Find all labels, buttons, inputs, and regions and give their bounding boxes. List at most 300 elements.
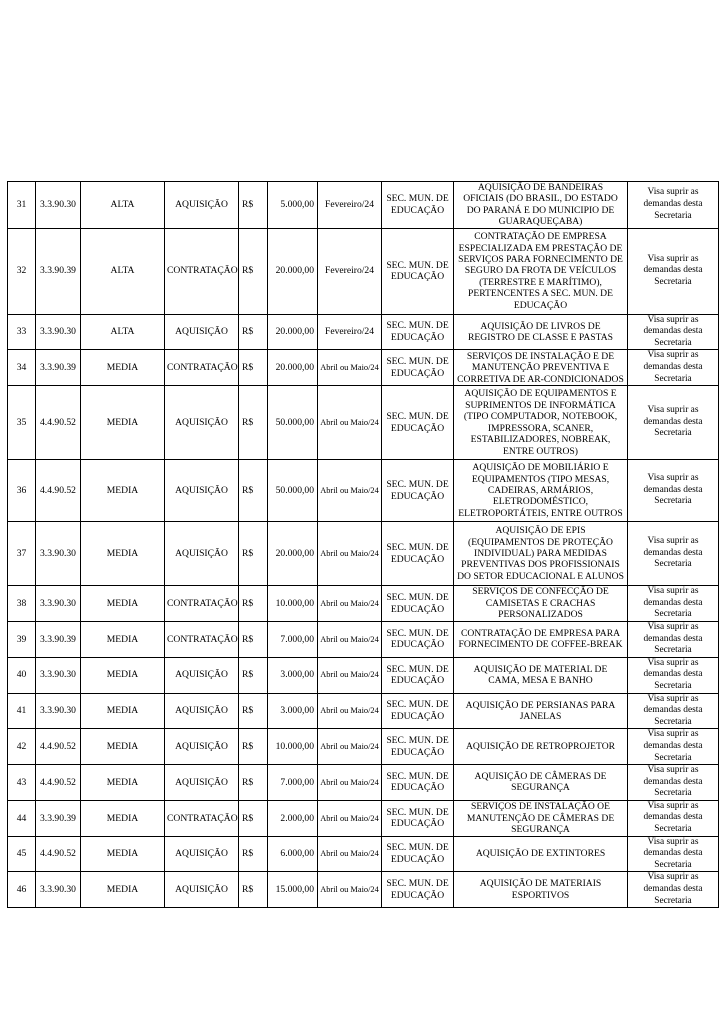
secretaria-text: SEC. MUN. DE EDUCAÇÃO bbox=[386, 663, 449, 687]
prioridade-text: MEDIA bbox=[106, 776, 139, 788]
elemento-text: 3.3.90.30 bbox=[40, 547, 76, 559]
type-cell bbox=[165, 586, 239, 622]
justificativa-text: Visa suprir as demandas desta Secretaria bbox=[643, 621, 703, 656]
description-cell bbox=[454, 228, 628, 314]
descricao-text: SERVIÇOS DE INSTALAÇÃO OE MANUTENÇÃO DE CÂMERAS DE SEGURANÇA bbox=[466, 801, 615, 835]
tipo-text: AQUISIÇÃO bbox=[175, 199, 228, 211]
department-cell bbox=[382, 693, 454, 729]
description-cell bbox=[454, 800, 628, 836]
currency-cell bbox=[239, 657, 268, 693]
elemento-text: 4.4.90.52 bbox=[40, 776, 76, 788]
prioridade-text: MEDIA bbox=[106, 812, 139, 824]
justification-cell bbox=[628, 657, 719, 693]
item-text: 42 bbox=[16, 741, 27, 752]
justification-cell bbox=[628, 460, 719, 522]
justificativa-text: Visa suprir as demandas desta Secretaria bbox=[643, 253, 703, 287]
deadline-cell bbox=[318, 386, 382, 460]
justification-cell bbox=[628, 800, 719, 836]
item-number-cell bbox=[8, 182, 36, 229]
table-row bbox=[8, 836, 719, 872]
item-number-cell bbox=[8, 729, 36, 765]
tipo-text: CONTRATAÇÃO bbox=[167, 597, 238, 609]
descricao-text: AQUISIÇÃO DE MATERIAIS ESPORTIVOS bbox=[479, 878, 602, 901]
justification-cell bbox=[628, 228, 719, 314]
description-cell bbox=[454, 657, 628, 693]
valor-text: 5.000,00 bbox=[280, 199, 314, 211]
secretaria-text: SEC. MUN. DE EDUCAÇÃO bbox=[386, 479, 449, 502]
elemento-text: 3.3.90.30 bbox=[40, 884, 76, 896]
description-cell bbox=[454, 729, 628, 765]
justificativa-text: Visa suprir as demandas desta Secretaria bbox=[643, 314, 703, 348]
tipo-text: AQUISIÇÃO bbox=[175, 669, 228, 681]
type-cell bbox=[165, 182, 239, 229]
table-row bbox=[8, 350, 719, 386]
table-row bbox=[8, 386, 719, 460]
justification-cell bbox=[628, 386, 719, 460]
descricao-text: AQUISIÇÃO DE EPIS (EQUIPAMENTOS DE PROTEÇÃO INDIVIDUAL) PARA MEDIDAS PREVENTIVAS DOS PROFISSIONAIS DO SETOR EDUCACIONAL E ALUNOS bbox=[457, 525, 624, 582]
element-code-cell bbox=[36, 182, 81, 229]
department-cell bbox=[382, 872, 454, 908]
value-cell bbox=[268, 182, 318, 229]
priority-cell bbox=[81, 350, 165, 386]
procurement-table bbox=[7, 181, 719, 908]
secretaria-text: SEC. MUN. DE EDUCAÇÃO bbox=[386, 259, 449, 283]
type-cell bbox=[165, 657, 239, 693]
prioridade-text: MEDIA bbox=[106, 362, 139, 374]
item-number-cell bbox=[8, 765, 36, 801]
secretaria-text: SEC. MUN. DE EDUCAÇÃO bbox=[386, 806, 449, 830]
secretaria-text: SEC. MUN. DE EDUCAÇÃO bbox=[386, 770, 449, 794]
valor-text: 15.000,00 bbox=[275, 884, 314, 896]
moeda-text: R$ bbox=[242, 199, 254, 211]
description-cell bbox=[454, 621, 628, 657]
deadline-cell bbox=[318, 460, 382, 522]
item-number-cell bbox=[8, 522, 36, 586]
valor-text: 3.000,00 bbox=[280, 705, 314, 717]
tipo-text: AQUISIÇÃO bbox=[175, 776, 228, 788]
item-text: 36 bbox=[16, 484, 27, 496]
prazo-text: Fevereiro/24 bbox=[324, 199, 375, 211]
descricao-text: AQUISIÇÃO DE CÂMERAS DE SEGURANÇA bbox=[474, 771, 607, 794]
currency-cell bbox=[239, 182, 268, 229]
prazo-text: Abril ou Maio/24 bbox=[320, 813, 379, 823]
item-number-cell bbox=[8, 314, 36, 350]
justificativa-text: Visa suprir as demandas desta Secretaria bbox=[643, 765, 703, 799]
elemento-text: 3.3.90.30 bbox=[40, 326, 76, 338]
tipo-text: AQUISIÇÃO bbox=[175, 884, 228, 896]
prazo-text: Fevereiro/24 bbox=[324, 265, 375, 277]
prioridade-text: MEDIA bbox=[106, 484, 139, 496]
descricao-text: AQUISIÇÃO DE BANDEIRAS OFICIAIS (DO BRASIL, DO ESTADO DO PARANÁ E DO MUNICIPIO DE GUARAQUEÇABA) bbox=[463, 182, 618, 228]
type-cell bbox=[165, 522, 239, 586]
justificativa-text: Visa suprir as demandas desta Secretaria bbox=[643, 693, 703, 727]
valor-text: 7.000,00 bbox=[280, 776, 314, 788]
valor-text: 20.000,00 bbox=[275, 265, 314, 277]
deadline-cell bbox=[318, 621, 382, 657]
elemento-text: 3.3.90.30 bbox=[40, 199, 76, 211]
justification-cell bbox=[628, 765, 719, 801]
type-cell bbox=[165, 350, 239, 386]
secretaria-text: SEC. MUN. DE EDUCAÇÃO bbox=[386, 320, 449, 344]
prazo-text: Abril ou Maio/24 bbox=[320, 634, 379, 644]
currency-cell bbox=[239, 765, 268, 801]
elemento-text: 3.3.90.39 bbox=[40, 265, 76, 277]
descricao-text: CONTRATAÇÃO DE EMPRESA ESPECIALIZADA EM PRESTAÇÃO DE SERVIÇOS PARA FORNECIMENTO DE SEGURO DA FROTA DE VEÍCULOS (TERRESTRE E MARÍTIMO), PERTENCENTES A SEC. MUN. DE EDUCAÇÃO bbox=[458, 231, 623, 311]
moeda-text: R$ bbox=[242, 776, 254, 788]
valor-text: 20.000,00 bbox=[275, 362, 314, 374]
moeda-text: R$ bbox=[242, 669, 254, 681]
description-cell bbox=[454, 872, 628, 908]
value-cell bbox=[268, 314, 318, 350]
secretaria-text: SEC. MUN. DE EDUCAÇÃO bbox=[386, 193, 449, 216]
item-number-cell bbox=[8, 693, 36, 729]
tipo-text: AQUISIÇÃO bbox=[175, 326, 228, 338]
justification-cell bbox=[628, 314, 719, 350]
prioridade-text: ALTA bbox=[110, 326, 135, 338]
tipo-text: AQUISIÇÃO bbox=[175, 547, 228, 559]
prioridade-text: MEDIA bbox=[106, 597, 139, 609]
moeda-text: R$ bbox=[242, 884, 254, 896]
item-number-cell bbox=[8, 586, 36, 622]
prioridade-text: MEDIA bbox=[106, 416, 139, 428]
item-number-cell bbox=[8, 836, 36, 872]
valor-text: 2.000,00 bbox=[280, 812, 314, 824]
description-cell bbox=[454, 522, 628, 586]
priority-cell bbox=[81, 800, 165, 836]
currency-cell bbox=[239, 872, 268, 908]
prioridade-text: MEDIA bbox=[106, 705, 139, 717]
deadline-cell bbox=[318, 836, 382, 872]
prioridade-text: ALTA bbox=[110, 265, 135, 277]
element-code-cell bbox=[36, 872, 81, 908]
valor-text: 20.000,00 bbox=[275, 547, 314, 559]
item-number-cell bbox=[8, 350, 36, 386]
item-text: 35 bbox=[16, 416, 27, 428]
department-cell bbox=[382, 657, 454, 693]
prioridade-text: MEDIA bbox=[106, 884, 139, 896]
department-cell bbox=[382, 621, 454, 657]
currency-cell bbox=[239, 386, 268, 460]
currency-cell bbox=[239, 460, 268, 522]
department-cell bbox=[382, 228, 454, 314]
value-cell bbox=[268, 386, 318, 460]
deadline-cell bbox=[318, 657, 382, 693]
description-cell bbox=[454, 693, 628, 729]
valor-text: 10.000,00 bbox=[275, 741, 314, 752]
description-cell bbox=[454, 460, 628, 522]
value-cell bbox=[268, 836, 318, 872]
element-code-cell bbox=[36, 765, 81, 801]
item-text: 45 bbox=[16, 848, 27, 860]
item-text: 44 bbox=[16, 812, 27, 824]
table-row bbox=[8, 765, 719, 801]
moeda-text: R$ bbox=[242, 741, 254, 752]
descricao-text: AQUISIÇÃO DE EQUIPAMENTOS E SUPRIMENTOS DE INFORMÁTICA (TIPO COMPUTADOR, NOTEBOOK, IMPRESSORA, SCANER, ESTABILIZADORES, NOBREAK, ENTRE OUTROS) bbox=[463, 388, 618, 457]
tipo-text: AQUISIÇÃO bbox=[175, 848, 228, 860]
secretaria-text: SEC. MUN. DE EDUCAÇÃO bbox=[386, 411, 449, 434]
justificativa-text: Visa suprir as demandas desta Secretaria bbox=[643, 800, 703, 835]
descricao-text: AQUISIÇÃO DE RETROPROJETOR bbox=[465, 741, 616, 752]
table-row bbox=[8, 182, 719, 229]
descricao-text: CONTRATAÇÃO DE EMPRESA PARA FORNECIMENTO DE COFFEE-BREAK bbox=[458, 627, 623, 651]
department-cell bbox=[382, 522, 454, 586]
justification-cell bbox=[628, 693, 719, 729]
secretaria-text: SEC. MUN. DE EDUCAÇÃO bbox=[386, 699, 449, 722]
department-cell bbox=[382, 386, 454, 460]
deadline-cell bbox=[318, 693, 382, 729]
value-cell bbox=[268, 800, 318, 836]
descricao-text: SERVIÇOS DE INSTALAÇÃO E DE MANUTENÇÃO PREVENTIVA E CORRETIVA DE AR-CONDICIONADOS bbox=[457, 350, 624, 385]
deadline-cell bbox=[318, 228, 382, 314]
prioridade-text: MEDIA bbox=[106, 547, 139, 559]
prazo-text: Abril ou Maio/24 bbox=[320, 598, 379, 608]
item-text: 43 bbox=[16, 776, 27, 788]
type-cell bbox=[165, 621, 239, 657]
currency-cell bbox=[239, 729, 268, 765]
item-number-cell bbox=[8, 386, 36, 460]
valor-text: 10.000,00 bbox=[275, 597, 314, 609]
type-cell bbox=[165, 228, 239, 314]
table-row bbox=[8, 729, 719, 765]
prazo-text: Abril ou Maio/24 bbox=[320, 742, 379, 751]
item-text: 38 bbox=[16, 597, 27, 609]
element-code-cell bbox=[36, 386, 81, 460]
justificativa-text: Visa suprir as demandas desta Secretaria bbox=[643, 657, 703, 691]
element-code-cell bbox=[36, 350, 81, 386]
type-cell bbox=[165, 836, 239, 872]
secretaria-text: SEC. MUN. DE EDUCAÇÃO bbox=[386, 735, 449, 758]
moeda-text: R$ bbox=[242, 484, 254, 496]
elemento-text: 3.3.90.39 bbox=[40, 812, 76, 824]
elemento-text: 3.3.90.39 bbox=[40, 633, 76, 645]
element-code-cell bbox=[36, 460, 81, 522]
item-number-cell bbox=[8, 460, 36, 522]
valor-text: 50.000,00 bbox=[275, 484, 314, 496]
descricao-text: SERVIÇOS DE CONFECÇÃO DE CAMISETAS E CRACHAS PERSONALIZADOS bbox=[472, 586, 609, 621]
currency-cell bbox=[239, 800, 268, 836]
justification-cell bbox=[628, 586, 719, 622]
elemento-text: 4.4.90.52 bbox=[40, 848, 76, 860]
element-code-cell bbox=[36, 693, 81, 729]
justification-cell bbox=[628, 872, 719, 908]
prazo-text: Abril ou Maio/24 bbox=[320, 363, 379, 373]
description-cell bbox=[454, 182, 628, 229]
priority-cell bbox=[81, 693, 165, 729]
deadline-cell bbox=[318, 182, 382, 229]
item-text: 40 bbox=[16, 669, 27, 681]
currency-cell bbox=[239, 314, 268, 350]
justificativa-text: Visa suprir as demandas desta Secretaria bbox=[643, 405, 703, 439]
tipo-text: AQUISIÇÃO bbox=[175, 416, 228, 428]
type-cell bbox=[165, 765, 239, 801]
tipo-text: AQUISIÇÃO bbox=[175, 741, 228, 752]
descricao-text: AQUISIÇÃO DE LIVROS DE REGISTRO DE CLASSE E PASTAS bbox=[468, 320, 613, 344]
justificativa-text: Visa suprir as demandas desta Secretaria bbox=[643, 729, 703, 763]
type-cell bbox=[165, 460, 239, 522]
tipo-text: CONTRATAÇÃO bbox=[167, 812, 238, 824]
justification-cell bbox=[628, 182, 719, 229]
secretaria-text: SEC. MUN. DE EDUCAÇÃO bbox=[386, 542, 449, 565]
value-cell bbox=[268, 621, 318, 657]
prioridade-text: MEDIA bbox=[106, 741, 139, 752]
value-cell bbox=[268, 460, 318, 522]
table-row bbox=[8, 657, 719, 693]
elemento-text: 3.3.90.39 bbox=[40, 362, 76, 374]
element-code-cell bbox=[36, 836, 81, 872]
department-cell bbox=[382, 800, 454, 836]
justificativa-text: Visa suprir as demandas desta Secretaria bbox=[643, 187, 703, 221]
tipo-text: AQUISIÇÃO bbox=[175, 484, 228, 496]
element-code-cell bbox=[36, 586, 81, 622]
item-text: 34 bbox=[16, 362, 27, 374]
valor-text: 6.000,00 bbox=[280, 848, 314, 860]
description-cell bbox=[454, 586, 628, 622]
prioridade-text: MEDIA bbox=[106, 669, 139, 681]
moeda-text: R$ bbox=[242, 547, 254, 559]
value-cell bbox=[268, 657, 318, 693]
prazo-text: Abril ou Maio/24 bbox=[320, 417, 379, 427]
item-text: 41 bbox=[16, 705, 27, 717]
currency-cell bbox=[239, 350, 268, 386]
tipo-text: CONTRATAÇÃO bbox=[167, 633, 238, 645]
table-row bbox=[8, 586, 719, 622]
deadline-cell bbox=[318, 314, 382, 350]
deadline-cell bbox=[318, 586, 382, 622]
element-code-cell bbox=[36, 314, 81, 350]
prazo-text: Abril ou Maio/24 bbox=[320, 548, 379, 558]
prazo-text: Abril ou Maio/24 bbox=[320, 777, 379, 787]
priority-cell bbox=[81, 836, 165, 872]
item-text: 33 bbox=[16, 326, 27, 338]
prioridade-text: ALTA bbox=[110, 199, 135, 211]
justificativa-text: Visa suprir as demandas desta Secretaria bbox=[643, 586, 703, 620]
secretaria-text: SEC. MUN. DE EDUCAÇÃO bbox=[386, 627, 449, 651]
department-cell bbox=[382, 586, 454, 622]
priority-cell bbox=[81, 729, 165, 765]
item-text: 46 bbox=[16, 884, 27, 896]
moeda-text: R$ bbox=[242, 326, 254, 338]
table-row bbox=[8, 800, 719, 836]
element-code-cell bbox=[36, 729, 81, 765]
justificativa-text: Visa suprir as demandas desta Secretaria bbox=[643, 872, 703, 906]
table-row bbox=[8, 522, 719, 586]
type-cell bbox=[165, 729, 239, 765]
prazo-text: Abril ou Maio/24 bbox=[320, 670, 379, 680]
valor-text: 50.000,00 bbox=[275, 416, 314, 428]
valor-text: 7.000,00 bbox=[280, 633, 314, 645]
tipo-text: CONTRATAÇÃO bbox=[167, 265, 238, 277]
item-text: 37 bbox=[16, 547, 27, 559]
moeda-text: R$ bbox=[242, 416, 254, 428]
deadline-cell bbox=[318, 800, 382, 836]
value-cell bbox=[268, 693, 318, 729]
tipo-text: AQUISIÇÃO bbox=[175, 705, 228, 717]
value-cell bbox=[268, 522, 318, 586]
prazo-text: Abril ou Maio/24 bbox=[320, 849, 379, 859]
type-cell bbox=[165, 693, 239, 729]
descricao-text: AQUISIÇÃO DE MOBILIÁRIO E EQUIPAMENTOS (TIPO MESAS, CADEIRAS, ARMÁRIOS, ELETRODOMÉSTICO, ELETROPORTÁTEIS, ENTRE OUTROS bbox=[458, 462, 623, 519]
description-cell bbox=[454, 836, 628, 872]
priority-cell bbox=[81, 657, 165, 693]
moeda-text: R$ bbox=[242, 848, 254, 860]
item-number-cell bbox=[8, 800, 36, 836]
procurement-table-sheet bbox=[7, 181, 718, 908]
elemento-text: 4.4.90.52 bbox=[40, 741, 76, 752]
value-cell bbox=[268, 729, 318, 765]
item-text: 39 bbox=[16, 633, 27, 645]
prazo-text: Fevereiro/24 bbox=[324, 326, 375, 338]
type-cell bbox=[165, 872, 239, 908]
priority-cell bbox=[81, 765, 165, 801]
department-cell bbox=[382, 460, 454, 522]
description-cell bbox=[454, 386, 628, 460]
priority-cell bbox=[81, 314, 165, 350]
department-cell bbox=[382, 729, 454, 765]
moeda-text: R$ bbox=[242, 705, 254, 717]
valor-text: 20.000,00 bbox=[275, 326, 314, 338]
item-number-cell bbox=[8, 228, 36, 314]
justification-cell bbox=[628, 350, 719, 386]
prazo-text: Abril ou Maio/24 bbox=[320, 485, 379, 495]
item-text: 31 bbox=[16, 199, 27, 211]
priority-cell bbox=[81, 586, 165, 622]
moeda-text: R$ bbox=[242, 597, 254, 609]
department-cell bbox=[382, 350, 454, 386]
priority-cell bbox=[81, 386, 165, 460]
priority-cell bbox=[81, 182, 165, 229]
type-cell bbox=[165, 314, 239, 350]
deadline-cell bbox=[318, 729, 382, 765]
tipo-text: CONTRATAÇÃO bbox=[167, 362, 238, 374]
secretaria-text: SEC. MUN. DE EDUCAÇÃO bbox=[386, 356, 449, 379]
description-cell bbox=[454, 350, 628, 386]
table-row bbox=[8, 228, 719, 314]
item-number-cell bbox=[8, 657, 36, 693]
type-cell bbox=[165, 386, 239, 460]
table-row bbox=[8, 693, 719, 729]
prazo-text: Abril ou Maio/24 bbox=[320, 706, 379, 716]
department-cell bbox=[382, 182, 454, 229]
descricao-text: AQUISIÇÃO DE EXTINTORES bbox=[475, 848, 606, 860]
element-code-cell bbox=[36, 657, 81, 693]
item-number-cell bbox=[8, 872, 36, 908]
deadline-cell bbox=[318, 765, 382, 801]
priority-cell bbox=[81, 228, 165, 314]
elemento-text: 3.3.90.30 bbox=[40, 669, 76, 681]
priority-cell bbox=[81, 872, 165, 908]
justification-cell bbox=[628, 621, 719, 657]
table-row bbox=[8, 314, 719, 350]
type-cell bbox=[165, 800, 239, 836]
priority-cell bbox=[81, 460, 165, 522]
element-code-cell bbox=[36, 228, 81, 314]
element-code-cell bbox=[36, 621, 81, 657]
justification-cell bbox=[628, 522, 719, 586]
currency-cell bbox=[239, 586, 268, 622]
elemento-text: 4.4.90.52 bbox=[40, 416, 76, 428]
department-cell bbox=[382, 314, 454, 350]
moeda-text: R$ bbox=[242, 812, 254, 824]
secretaria-text: SEC. MUN. DE EDUCAÇÃO bbox=[386, 842, 449, 866]
item-number-cell bbox=[8, 621, 36, 657]
currency-cell bbox=[239, 836, 268, 872]
value-cell bbox=[268, 765, 318, 801]
prioridade-text: MEDIA bbox=[106, 848, 139, 860]
deadline-cell bbox=[318, 872, 382, 908]
valor-text: 3.000,00 bbox=[280, 669, 314, 681]
currency-cell bbox=[239, 621, 268, 657]
table-row bbox=[8, 872, 719, 908]
